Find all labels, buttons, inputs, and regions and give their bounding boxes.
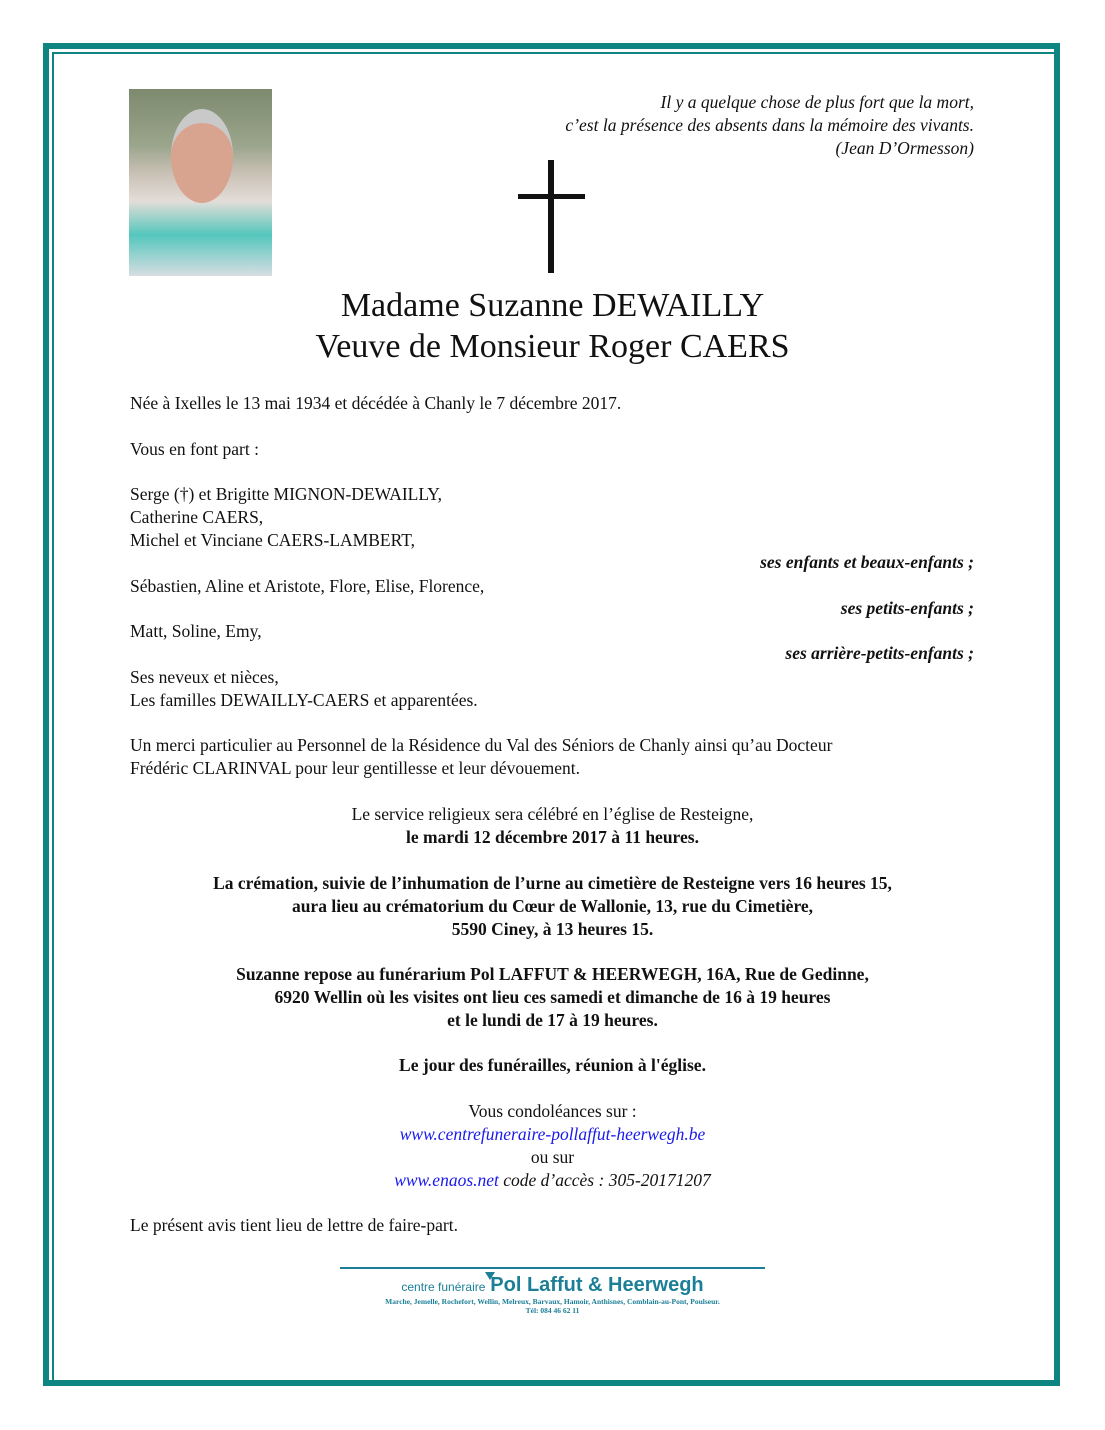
logo-towns: Marche, Jemelle, Rochefort, Wellin, Melreux, Barvaux, Hamoir, Anthisnes, Comblain-au-Pont, Poulseur. bbox=[385, 1297, 720, 1306]
condolences bbox=[0, 1100, 1105, 1192]
triangle-icon bbox=[485, 1272, 495, 1280]
cremation-info bbox=[0, 872, 1105, 941]
thanks bbox=[130, 734, 832, 780]
visitation-line: Suzanne repose au funérarium Pol LAFFUT & HEERWEGH, 16A, Rue de Gedinne, bbox=[236, 964, 869, 984]
meeting-info: Le jour des funérailles, réunion à l'église. bbox=[399, 1055, 706, 1075]
deceased-name: Madame Suzanne DEWAILLY bbox=[340, 287, 765, 324]
visitation-info bbox=[0, 963, 1105, 1032]
or-text: ou sur bbox=[530, 1147, 575, 1167]
thanks-line: Un merci particulier au Personnel de la Résidence du Val des Séniors de Chanly ainsi qu’au Docteur bbox=[130, 735, 833, 755]
child: Catherine CAERS, bbox=[130, 507, 264, 527]
intro-line: Vous en font part : bbox=[130, 439, 259, 459]
closing-line: Le présent avis tient lieu de lettre de faire-part. bbox=[130, 1215, 458, 1235]
portrait-photo bbox=[129, 89, 272, 276]
quote-author: (Jean D’Ormesson) bbox=[835, 138, 974, 158]
grandchildren-label: ses petits-enfants ; bbox=[840, 598, 974, 618]
cross-icon-bar bbox=[518, 194, 585, 199]
thanks-line: Frédéric CLARINVAL pour leur gentillesse et leur dévouement. bbox=[130, 758, 581, 778]
cross-icon bbox=[548, 160, 554, 273]
grandchildren-list: Sébastien, Aline et Aristote, Flore, Elise, Florence, bbox=[130, 576, 485, 596]
logo-phone: Tél: 084 46 62 11 bbox=[525, 1306, 580, 1315]
deceased-title bbox=[0, 285, 1105, 367]
cremation-line: La crémation, suivie de l’inhumation de l’urne au cimetière de Resteigne vers 16 heures 15, bbox=[213, 873, 892, 893]
funeral-home-link[interactable]: www.centrefuneraire-pollaffut-heerwegh.be bbox=[399, 1124, 706, 1144]
logo-small-text: centre funéraire bbox=[401, 1280, 486, 1294]
logo-rule bbox=[340, 1267, 765, 1269]
logo-brand: Pol Laffut & Heerwegh bbox=[490, 1274, 704, 1296]
deceased-subtitle: Veuve de Monsieur Roger CAERS bbox=[315, 328, 790, 365]
enaos-link[interactable]: www.enaos.net bbox=[394, 1170, 499, 1190]
greatgrandchildren-list: Matt, Soline, Emy, bbox=[130, 621, 262, 641]
children-list bbox=[130, 483, 442, 552]
other-family-line: Les familles DEWAILLY-CAERS et apparentées. bbox=[130, 690, 478, 710]
access-code: code d’accès : 305-20171207 bbox=[498, 1170, 711, 1190]
child: Michel et Vinciane CAERS-LAMBERT, bbox=[130, 530, 415, 550]
greatgrandchildren-label: ses arrière-petits-enfants ; bbox=[785, 643, 974, 663]
cremation-line: 5590 Ciney, à 13 heures 15. bbox=[451, 919, 654, 939]
condolences-label: Vous condoléances sur : bbox=[468, 1101, 637, 1121]
other-family-line: Ses neveux et nièces, bbox=[130, 667, 279, 687]
funeral-home-logo bbox=[0, 1267, 1105, 1315]
children-label: ses enfants et beaux-enfants ; bbox=[760, 552, 974, 572]
child: Serge (†) et Brigitte MIGNON-DEWAILLY, bbox=[130, 484, 443, 504]
service-date: le mardi 12 décembre 2017 à 11 heures. bbox=[406, 827, 699, 847]
service-line: Le service religieux sera célébré en l’église de Resteigne, bbox=[351, 804, 754, 824]
visitation-line: 6920 Wellin où les visites ont lieu ces samedi et dimanche de 16 à 19 heures bbox=[274, 987, 831, 1007]
birth-death-line: Née à Ixelles le 13 mai 1934 et décédée à Chanly le 7 décembre 2017. bbox=[130, 393, 622, 413]
quote-line: c’est la présence des absents dans la mémoire des vivants. bbox=[565, 115, 974, 135]
service-info bbox=[0, 803, 1105, 849]
quote-line: Il y a quelque chose de plus fort que la mort, bbox=[660, 92, 974, 112]
other-family bbox=[130, 666, 478, 712]
cremation-line: aura lieu au crématorium du Cœur de Wallonie, 13, rue du Cimetière, bbox=[291, 896, 814, 916]
visitation-line: et le lundi de 17 à 19 heures. bbox=[447, 1010, 658, 1030]
quote bbox=[565, 91, 974, 160]
